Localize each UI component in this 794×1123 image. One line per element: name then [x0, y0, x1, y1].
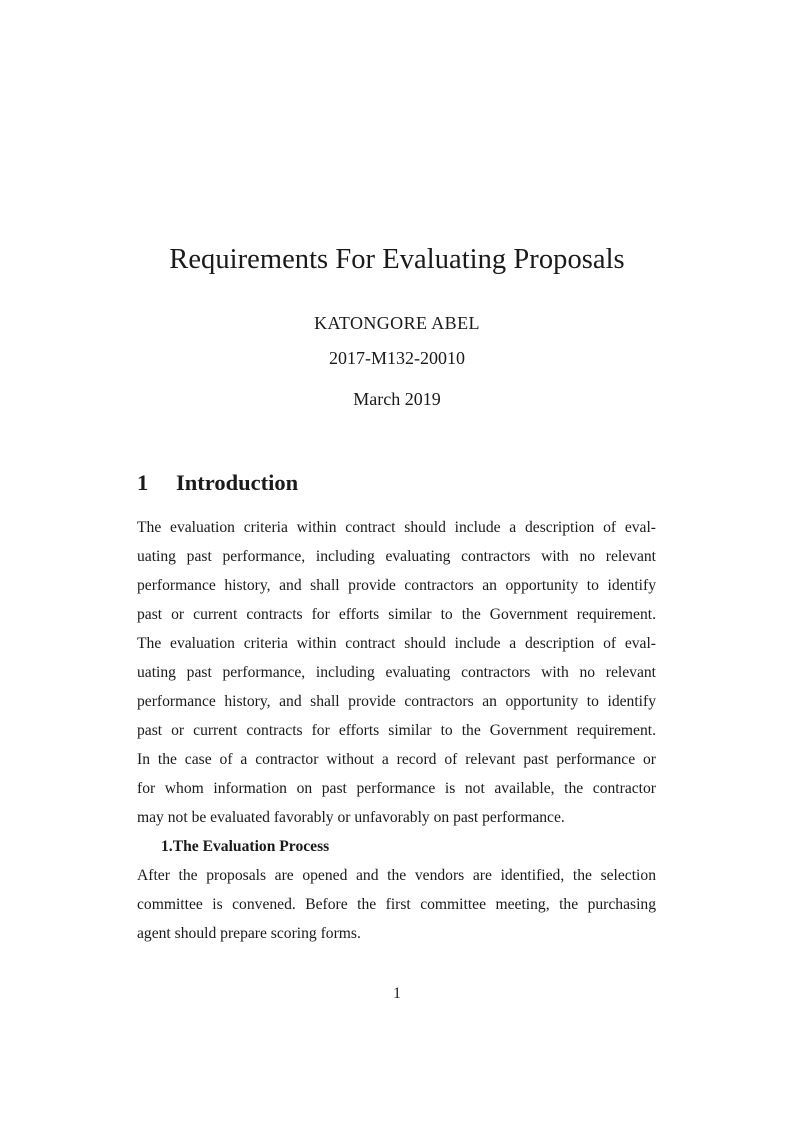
paragraph-line: committee is convened. Before the first committee meeting, the purchasing [137, 896, 656, 913]
paragraph-line: uating past performance, including evaluating contractors with no relevant [137, 664, 656, 681]
paragraph-line: After the proposals are opened and the vendors are identified, the selection [137, 867, 656, 884]
document-title: Requirements For Evaluating Proposals [169, 244, 625, 275]
document-date: March 2019 [353, 389, 441, 409]
paragraph-line: The evaluation criteria within contract should include a description of eval- [137, 519, 656, 536]
paragraph-line: performance history, and shall provide contractors an opportunity to identify [137, 577, 656, 594]
section-number: 1 [137, 470, 149, 495]
paragraph-line: may not be evaluated favorably or unfavorably on past performance. [137, 809, 565, 826]
section-heading [137, 468, 298, 498]
paragraph-line: past or current contracts for efforts similar to the Government requirement. [137, 606, 656, 623]
paragraph-line: The evaluation criteria within contract should include a description of eval- [137, 635, 656, 652]
paragraph-line: agent should prepare scoring forms. [137, 925, 361, 942]
paragraph-line: performance history, and shall provide contractors an opportunity to identify [137, 693, 656, 710]
section-title: Introduction [176, 470, 299, 495]
subsection-heading: 1.The Evaluation Process [161, 838, 330, 855]
paragraph-line: for whom information on past performance is not available, the contractor [137, 780, 656, 797]
author-name: KATONGORE ABEL [314, 313, 480, 333]
paragraph-line: past or current contracts for efforts similar to the Government requirement. [137, 722, 656, 739]
student-id: 2017-M132-20010 [329, 348, 465, 368]
paragraph-line: In the case of a contractor without a record of relevant past performance or [137, 751, 656, 768]
page-number: 1 [393, 985, 401, 1002]
paragraph-line: uating past performance, including evaluating contractors with no relevant [137, 548, 656, 565]
